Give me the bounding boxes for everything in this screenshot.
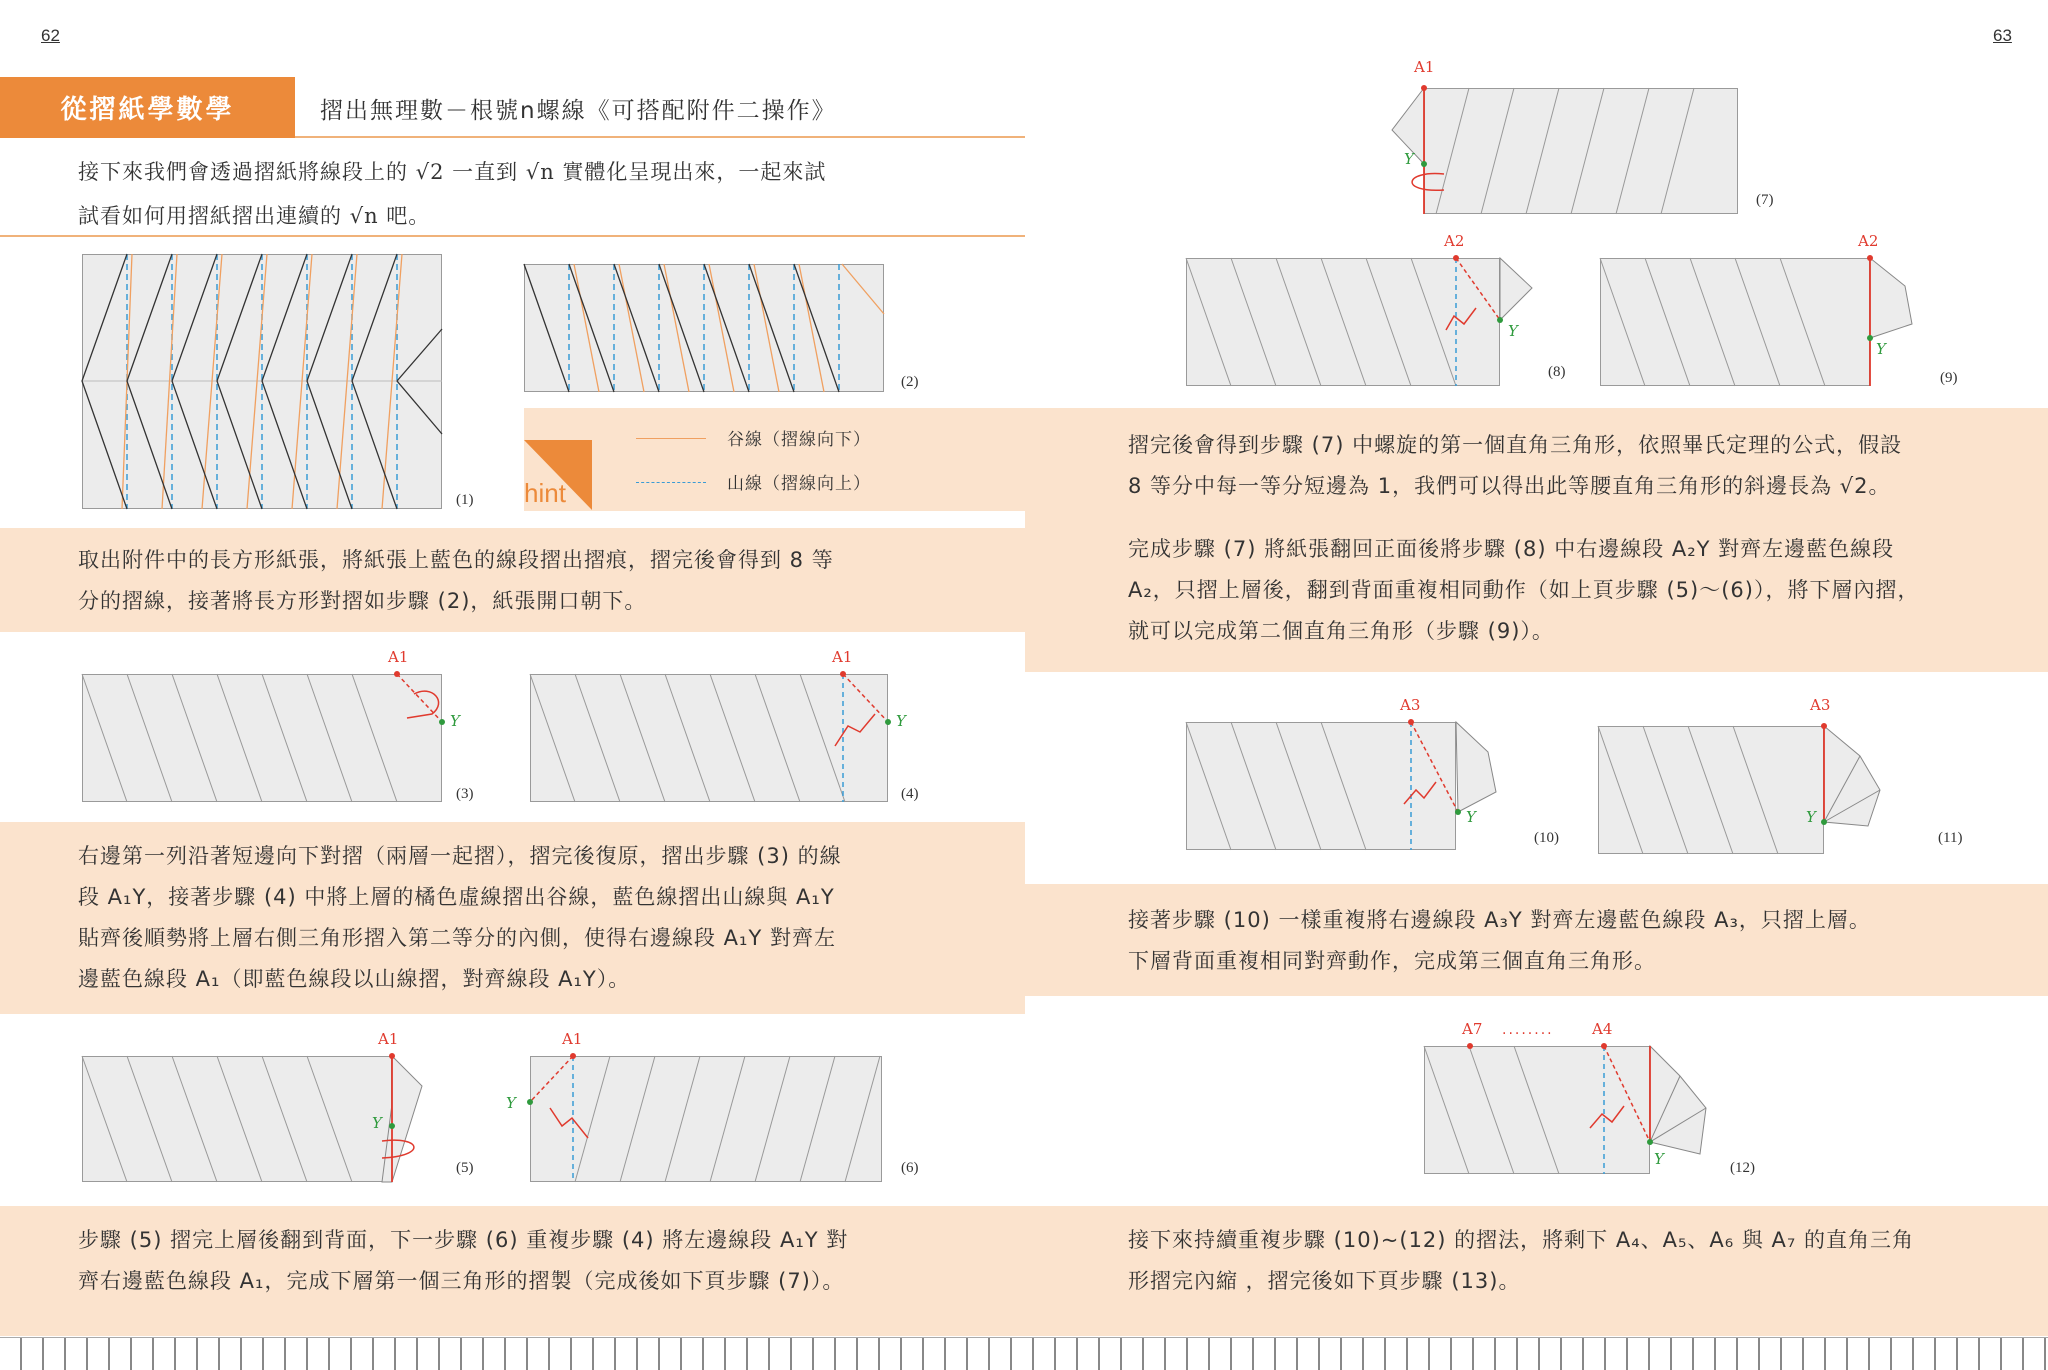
figure-7-folds	[1384, 78, 1744, 218]
caption-5: (5)	[456, 1160, 474, 1176]
legend-mountain-label: 山線（摺線向上）	[727, 474, 871, 494]
figure-5-folds	[82, 1056, 442, 1196]
label-a7-fig12: A7	[1462, 1020, 1483, 1038]
figure-3-folds	[82, 674, 482, 802]
caption-11: (11)	[1938, 830, 1963, 846]
caption-2: (2)	[901, 374, 919, 390]
instruction-paragraph-7: 接下來持續重複步驟 (10)~(12) 的摺法，將剩下 A₄、A₅、A₆ 與 A₇ 的直角三角 形摺完內縮 ，摺完後如下頁步驟 (13)。	[1128, 1228, 1914, 1293]
caption-6: (6)	[901, 1160, 919, 1176]
label-y-fig11: Y	[1806, 808, 1816, 826]
intro-paragraph: 接下來我們會透過摺紙將線段上的 √2 一直到 √n 實體化呈現出來，一起來試 試看如何用摺紙摺出連續的 √n 吧。	[78, 160, 827, 228]
figure-6-folds	[500, 1046, 890, 1186]
caption-10: (10)	[1534, 830, 1559, 846]
figure-10-folds	[1186, 722, 1506, 852]
instruction-paragraph-5: 完成步驟 (7) 將紙張翻回正面後將步驟 (8) 中右邊線段 A₂Y 對齊左邊藍色線段 A₂，只摺上層後，翻到背面重複相同動作（如上頁步驟 (5)～(6)），將下層內摺， 就可以完成第二個直角三角形（步驟 (9)）。	[1128, 537, 1920, 643]
label-dots-fig12: ........	[1502, 1022, 1554, 1038]
label-y-fig9: Y	[1876, 340, 1886, 358]
caption-9: (9)	[1940, 370, 1958, 386]
label-y-fig3: Y	[450, 712, 460, 730]
legend-valley-label: 谷線（摺線向下）	[727, 430, 871, 450]
figure-12-folds	[1424, 1046, 1714, 1176]
figure-2-folds	[524, 264, 884, 392]
label-y-fig7: Y	[1404, 150, 1414, 168]
label-y-fig10: Y	[1466, 808, 1476, 826]
figure-8-folds	[1186, 258, 1546, 388]
instruction-paragraph-2: 右邊第一列沿著短邊向下對摺（兩層一起摺），摺完後復原，摺出步驟 (3) 的線 段 A₁Y，接著步驟 (4) 中將上層的橘色虛線摺出谷線，藍色線摺出山線與 A₁Y 貼齊後順勢將上層右側三角形摺入第二等分的內側，使得右邊線段 A₁Y 對齊左 邊藍色線段 A₁（即藍色線段以山線摺，對齊線段 A₁Y）。	[78, 844, 842, 991]
label-a2-fig9: A2	[1858, 232, 1879, 250]
label-a1-fig7: A1	[1414, 58, 1435, 76]
footer-tick-strip	[0, 1337, 2048, 1370]
caption-8: (8)	[1548, 364, 1566, 380]
label-a1-fig5: A1	[378, 1030, 399, 1048]
instruction-paragraph-1: 取出附件中的長方形紙張，將紙張上藍色的線段摺出摺痕，摺完後會得到 8 等 分的摺線，接著將長方形對摺如步驟 (2)，紙張開口朝下。	[78, 548, 834, 613]
label-a3-fig11: A3	[1810, 696, 1831, 714]
header-divider	[295, 136, 1025, 138]
label-a4-fig12: A4	[1592, 1020, 1613, 1038]
label-a3-fig10: A3	[1400, 696, 1421, 714]
legend-box	[524, 408, 1026, 511]
instruction-paragraph-3: 步驟 (5) 摺完上層後翻到背面，下一步驟 (6) 重複步驟 (4) 將左邊線段 A₁Y 對 齊右邊藍色線段 A₁，完成下層第一個三角形的摺製（完成後如下頁步驟 (7)）。	[78, 1228, 849, 1293]
label-a1-fig4: A1	[832, 648, 853, 666]
caption-1: (1)	[456, 492, 474, 508]
hint-label: hint	[524, 478, 566, 508]
figure-4-folds	[530, 674, 930, 802]
label-y-fig4: Y	[896, 712, 906, 730]
intro-divider	[0, 235, 1025, 237]
page-number-left: 62	[41, 26, 60, 45]
caption-3: (3)	[456, 786, 474, 802]
caption-7: (7)	[1756, 192, 1774, 208]
figure-9-folds	[1600, 258, 1920, 388]
instruction-paragraph-6: 接著步驟 (10) 一樣重複將右邊線段 A₃Y 對齊左邊藍色線段 A₃，只摺上層。 下層背面重複相同對齊動作，完成第三個直角三角形。	[1128, 908, 1871, 973]
label-a1-fig6: A1	[562, 1030, 583, 1048]
caption-4: (4)	[901, 786, 919, 802]
label-y-fig6: Y	[506, 1094, 516, 1112]
mountain-line-sample	[636, 482, 706, 483]
section-tag: 從摺紙學數學	[0, 77, 295, 138]
label-y-fig12: Y	[1654, 1150, 1664, 1168]
figure-1-folds	[82, 254, 442, 509]
page-number-right: 63	[1993, 26, 2012, 45]
label-y-fig8: Y	[1508, 322, 1518, 340]
label-y-fig5: Y	[372, 1114, 382, 1132]
label-a1-fig3: A1	[388, 648, 409, 666]
label-a2-fig8: A2	[1444, 232, 1465, 250]
caption-12: (12)	[1730, 1160, 1755, 1176]
instruction-paragraph-4: 摺完後會得到步驟 (7) 中螺旋的第一個直角三角形，依照畢氏定理的公式，假設 8 等分中每一等分短邊為 1，我們可以得出此等腰直角三角形的斜邊長為 √2。	[1128, 433, 1903, 498]
valley-line-sample	[636, 438, 706, 439]
figure-11-folds	[1598, 726, 1888, 856]
page-title: 摺出無理數－根號n螺線《可搭配附件二操作》	[320, 98, 837, 124]
